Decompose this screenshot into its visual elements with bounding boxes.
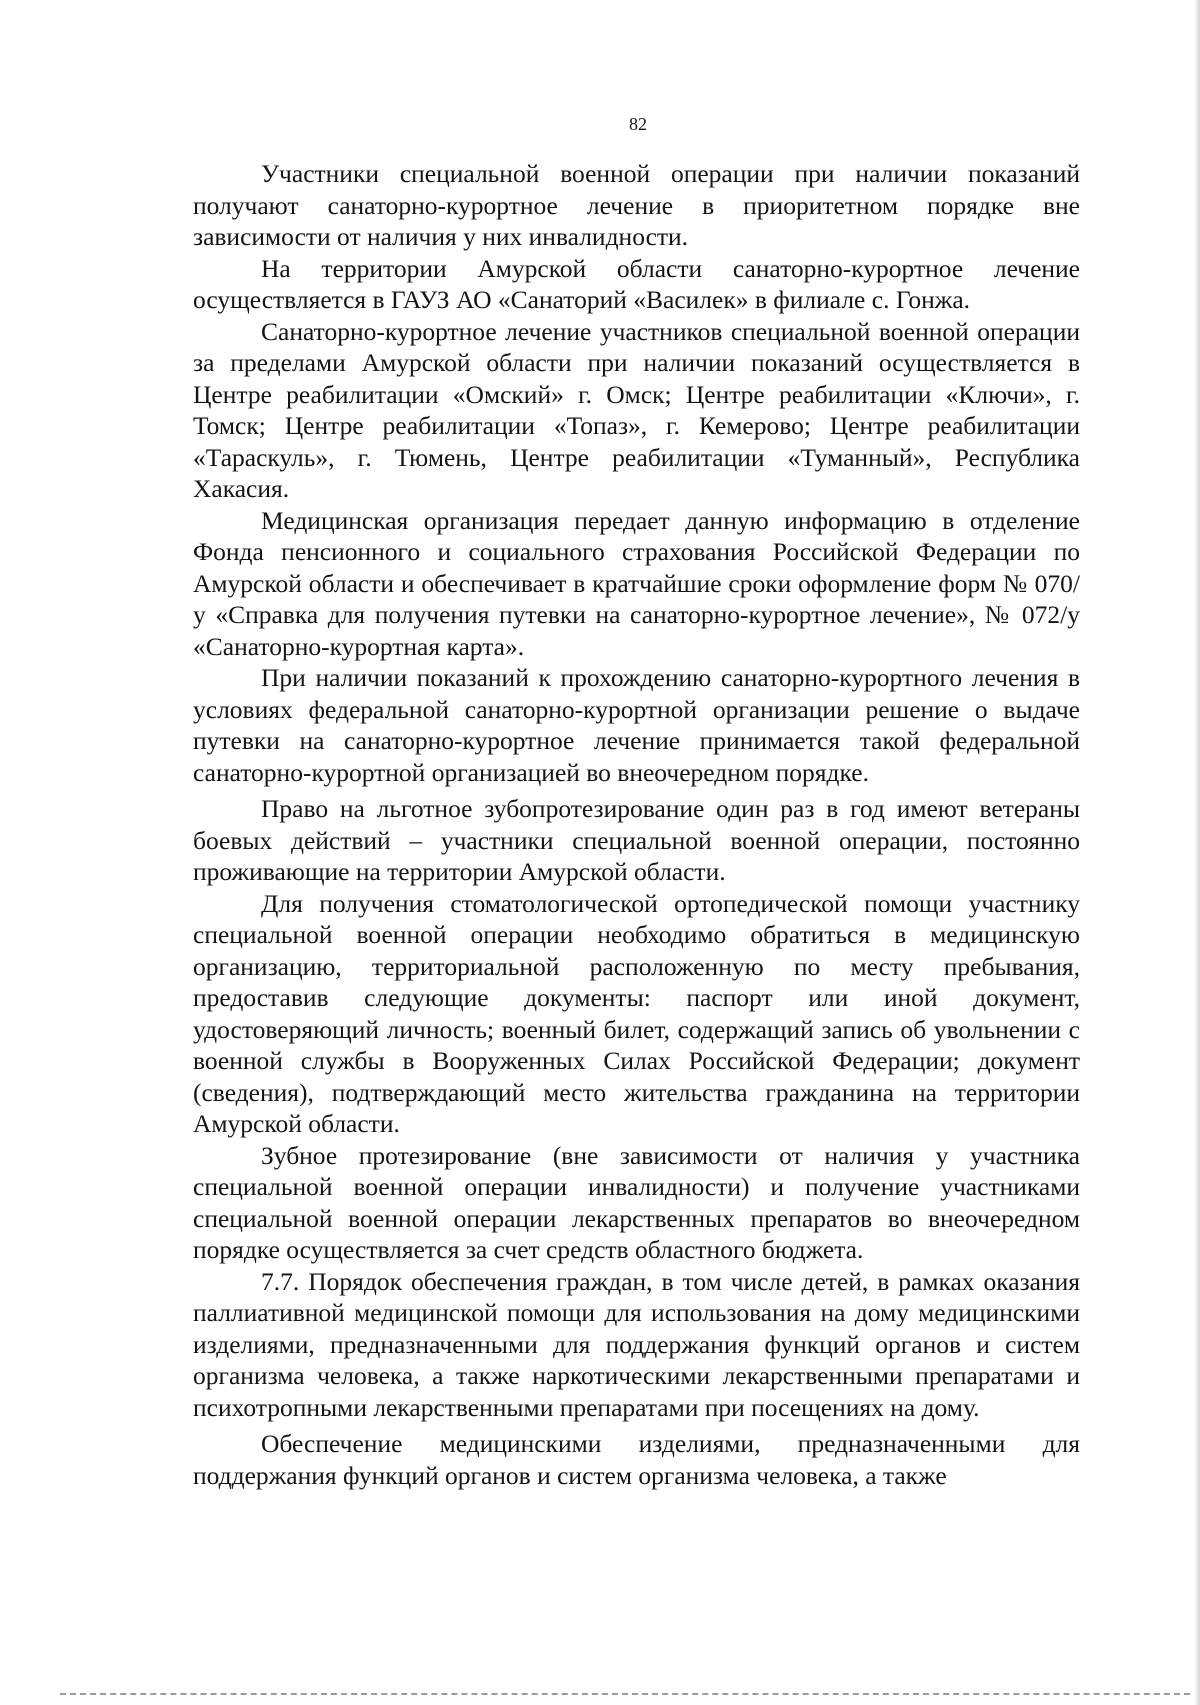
paragraph-amur-sanatorium: На территории Амурской области санаторно-курортное лечение осуществляется в ГАУЗ АО «Санаторий «Василек» в филиале с. Гонжа. <box>193 253 1080 314</box>
page-number: 82 <box>629 114 647 134</box>
paragraph-sanatorium-priority: Участники специальной военной операции при наличии показаний получают санаторно-курортное лечение в приоритетном порядке вне зависимости от наличия у них инвалидности. <box>193 159 1080 251</box>
document-body <box>193 158 1080 1491</box>
paragraph-dental-prosthetics-right: Право на льготное зубопротезирование один раз в год имеют ветераны боевых действий – участники специальной военной операции, постоянно проживающие на территории Амурской области. <box>193 794 1080 886</box>
scan-edge-bottom <box>60 1693 1200 1695</box>
paragraph-section-7-7: 7.7. Порядок обеспечения граждан, в том числе детей, в рамках оказания паллиативной медицинской помощи для использования на дому медицинскими изделиями, предназначенными для поддержания функций органов и систем организма человека, а также наркотическими лекарственными препаратами и психотропными лекарственными препаратами при посещениях на дому. <box>193 1266 1080 1422</box>
paragraph-regional-budget: Зубное протезирование (вне зависимости от наличия у участника специальной военной операции инвалидности) и получение участниками специальной военной операции лекарственных препаратов во внеочередном порядке осуществляется за счет средств областного бюджета. <box>193 1140 1080 1264</box>
paragraph-forms-070-072: Медицинская организация передает данную информацию в отделение Фонда пенсионного и социального страхования Российской Федерации по Амурской области и обеспечивает в кратчайшие сроки оформление форм № 070/у «Справка для получения путевки на санаторно-курортное лечение», № 072/у «Санаторно-курортная карта». <box>193 505 1080 661</box>
paragraph-rehab-centers: Санаторно-курортное лечение участников специальной военной операции за пределами Амурской области при наличии показаний осуществляется в Центре реабилитации «Омский» г. Омск; Центре реабилитации «Ключи», г. Томск; Центре реабилитации «Топаз», г. Кемерово; Центре реабилитации «Тараскуль», г. Тюмень, Центре реабилитации «Туманный», Республика Хакасия. <box>193 316 1080 503</box>
scan-edge-right <box>1194 0 1200 1705</box>
paragraph-medical-devices: Обеспечение медицинскими изделиями, предназначенными для поддержания функций органов и систем организма человека, а также <box>193 1429 1080 1490</box>
paragraph-dental-documents: Для получения стоматологической ортопедической помощи участнику специальной военной операции необходимо обратиться в медицинскую организацию, территориальной расположенную по месту пребывания, предоставив следующие документы: паспорт или иной документ, удостоверяющий личность; военный билет, содержащий запись об увольнении с военной службы в Вооруженных Силах Российской Федерации; документ (сведения), подтверждающий место жительства гражданина на территории Амурской области. <box>193 888 1080 1138</box>
paragraph-federal-organization: При наличии показаний к прохождению санаторно-курортного лечения в условиях федеральной санаторно-курортной организации решение о выдаче путевки на санаторно-курортное лечение принимается такой федеральной санаторно-курортной организацией во внеочередном порядке. <box>193 663 1080 787</box>
